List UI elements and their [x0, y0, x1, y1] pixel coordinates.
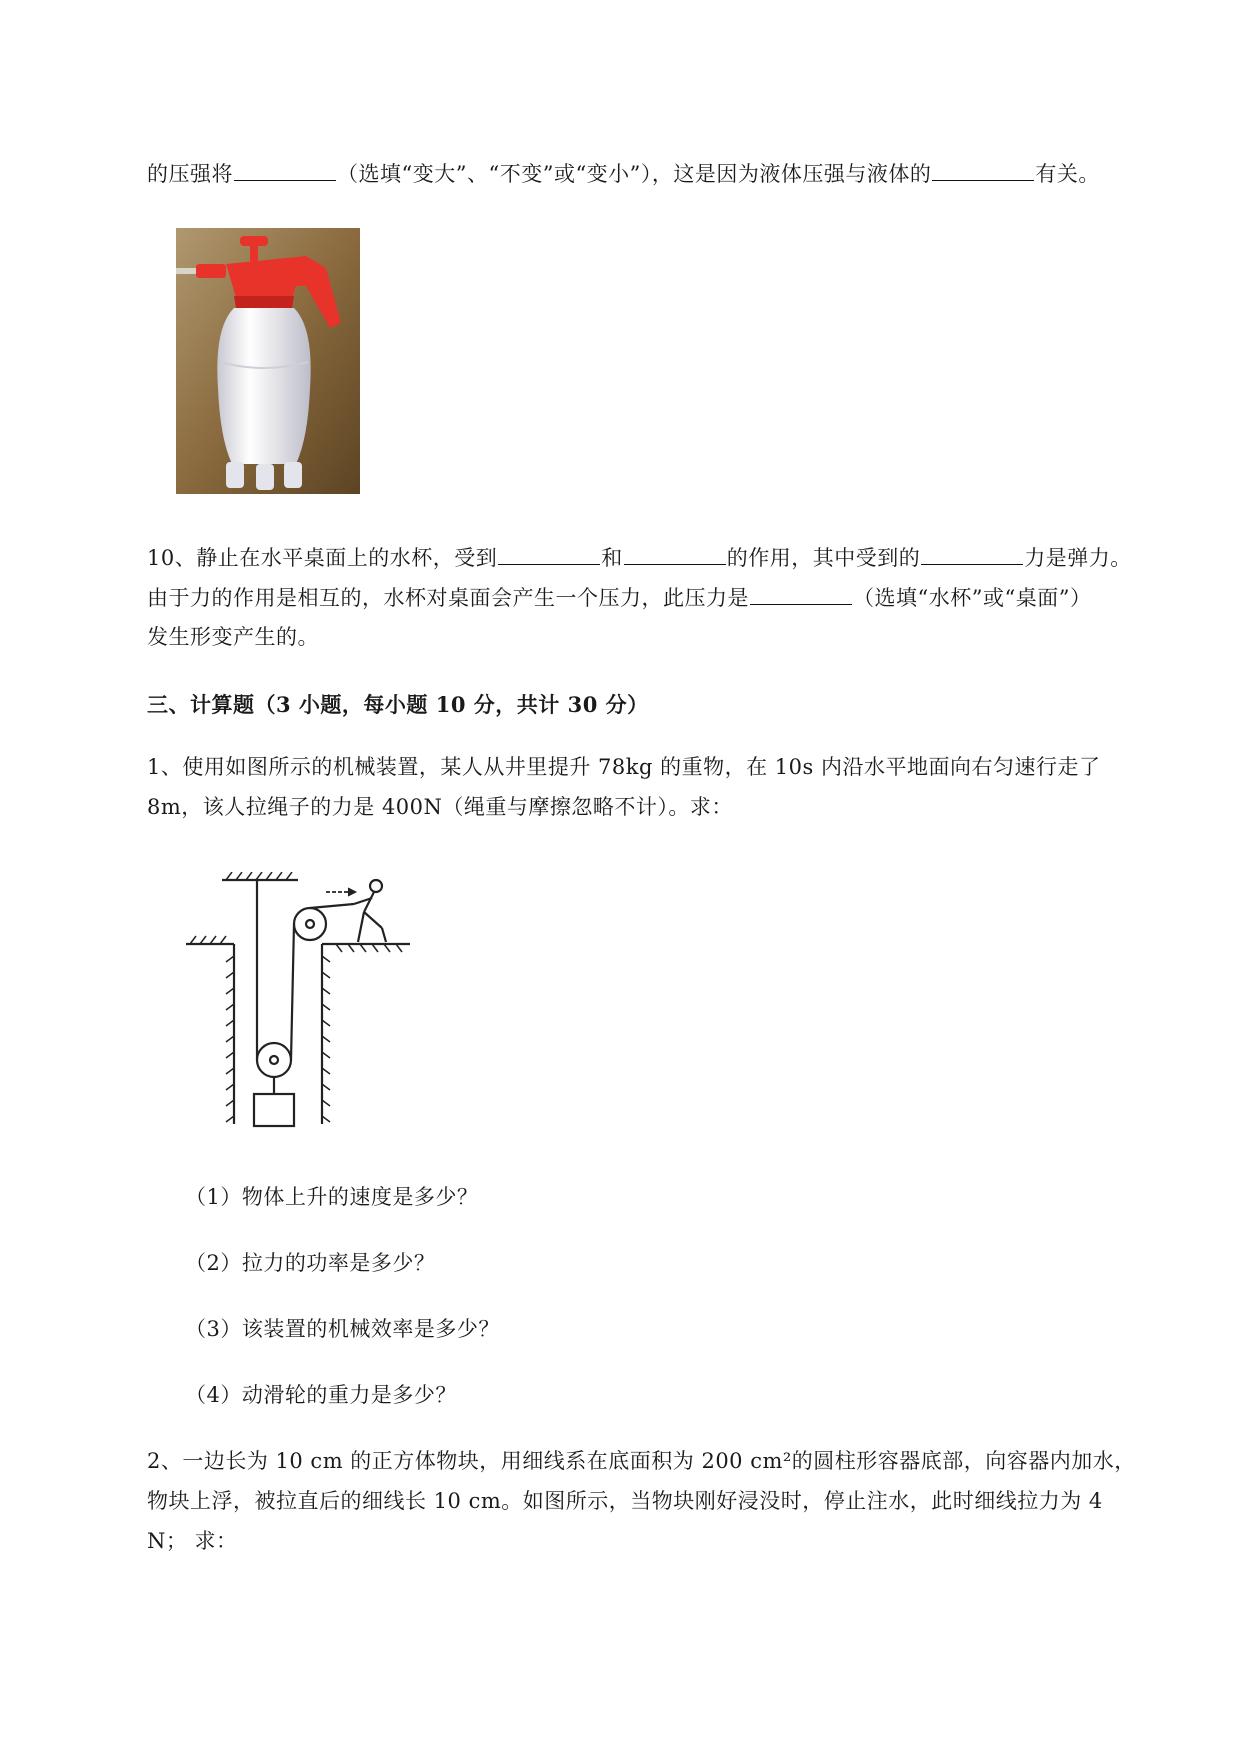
answer-blank[interactable] [498, 542, 600, 565]
q10-text-f: （选填“水杯”或“桌面”） [853, 586, 1092, 610]
answer-blank[interactable] [750, 582, 852, 605]
calc1-line-1: 1、使用如图所示的机械装置，某人从井里提升 78kg 的重物，在 10s 内沿水平地面向右匀速行走了 [147, 755, 1101, 779]
q9-line-1 [147, 158, 1100, 189]
calc1-sub-2: （2）拉力的功率是多少？ [185, 1251, 436, 1275]
q10-text-e: 由于力的作用是相互的，水杯对桌面会产生一个压力，此压力是 [147, 586, 749, 610]
answer-blank[interactable] [921, 542, 1023, 565]
spray-bottle-photo [176, 228, 360, 494]
q10-text-a: 10、静止在水平桌面上的水杯，受到 [147, 546, 498, 570]
q10-line-1 [147, 542, 1132, 573]
calc1-sub-4: （4）动滑轮的重力是多少？ [185, 1383, 457, 1407]
answer-blank[interactable] [932, 158, 1034, 181]
answer-blank[interactable] [624, 542, 726, 565]
answer-blank[interactable] [234, 158, 336, 181]
calc2-line-1: 2、一边长为 10 cm 的正方体物块，用细线系在底面积为 200 cm²的圆柱形容器底部，向容器内加水， [147, 1449, 1136, 1473]
section-heading: 三、计算题（3 小题，每小题 10 分，共计 30 分） [147, 692, 649, 717]
q9-text-a: 的压强将 [147, 162, 233, 186]
pulley-well-diagram [186, 872, 414, 1132]
calc1-sub-3: （3）该装置的机械效率是多少？ [185, 1317, 500, 1341]
calc1-sub-1: （1）物体上升的速度是多少？ [185, 1185, 479, 1209]
q10-line-2 [147, 582, 1091, 613]
calc2-line-3: N； 求： [147, 1529, 238, 1553]
q10-text-d: 力是弹力。 [1024, 546, 1132, 570]
calc2-line-2: 物块上浮，被拉直后的细线长 10 cm。如图所示，当物块刚好浸没时，停止注水，此时细线拉力为 4 [147, 1489, 1103, 1513]
q10-text-c: 的作用，其中受到的 [726, 546, 921, 570]
q9-text-c: 有关。 [1035, 162, 1100, 186]
q9-text-b: （选填“变大”、“不变”或“变小”），这是因为液体压强与液体的 [337, 162, 932, 186]
calc1-line-2: 8m，该人拉绳子的力是 400N（绳重与摩擦忽略不计）。求： [147, 795, 733, 819]
q10-text-b: 和 [601, 546, 623, 570]
q10-line-3: 发生形变产生的。 [147, 625, 319, 649]
